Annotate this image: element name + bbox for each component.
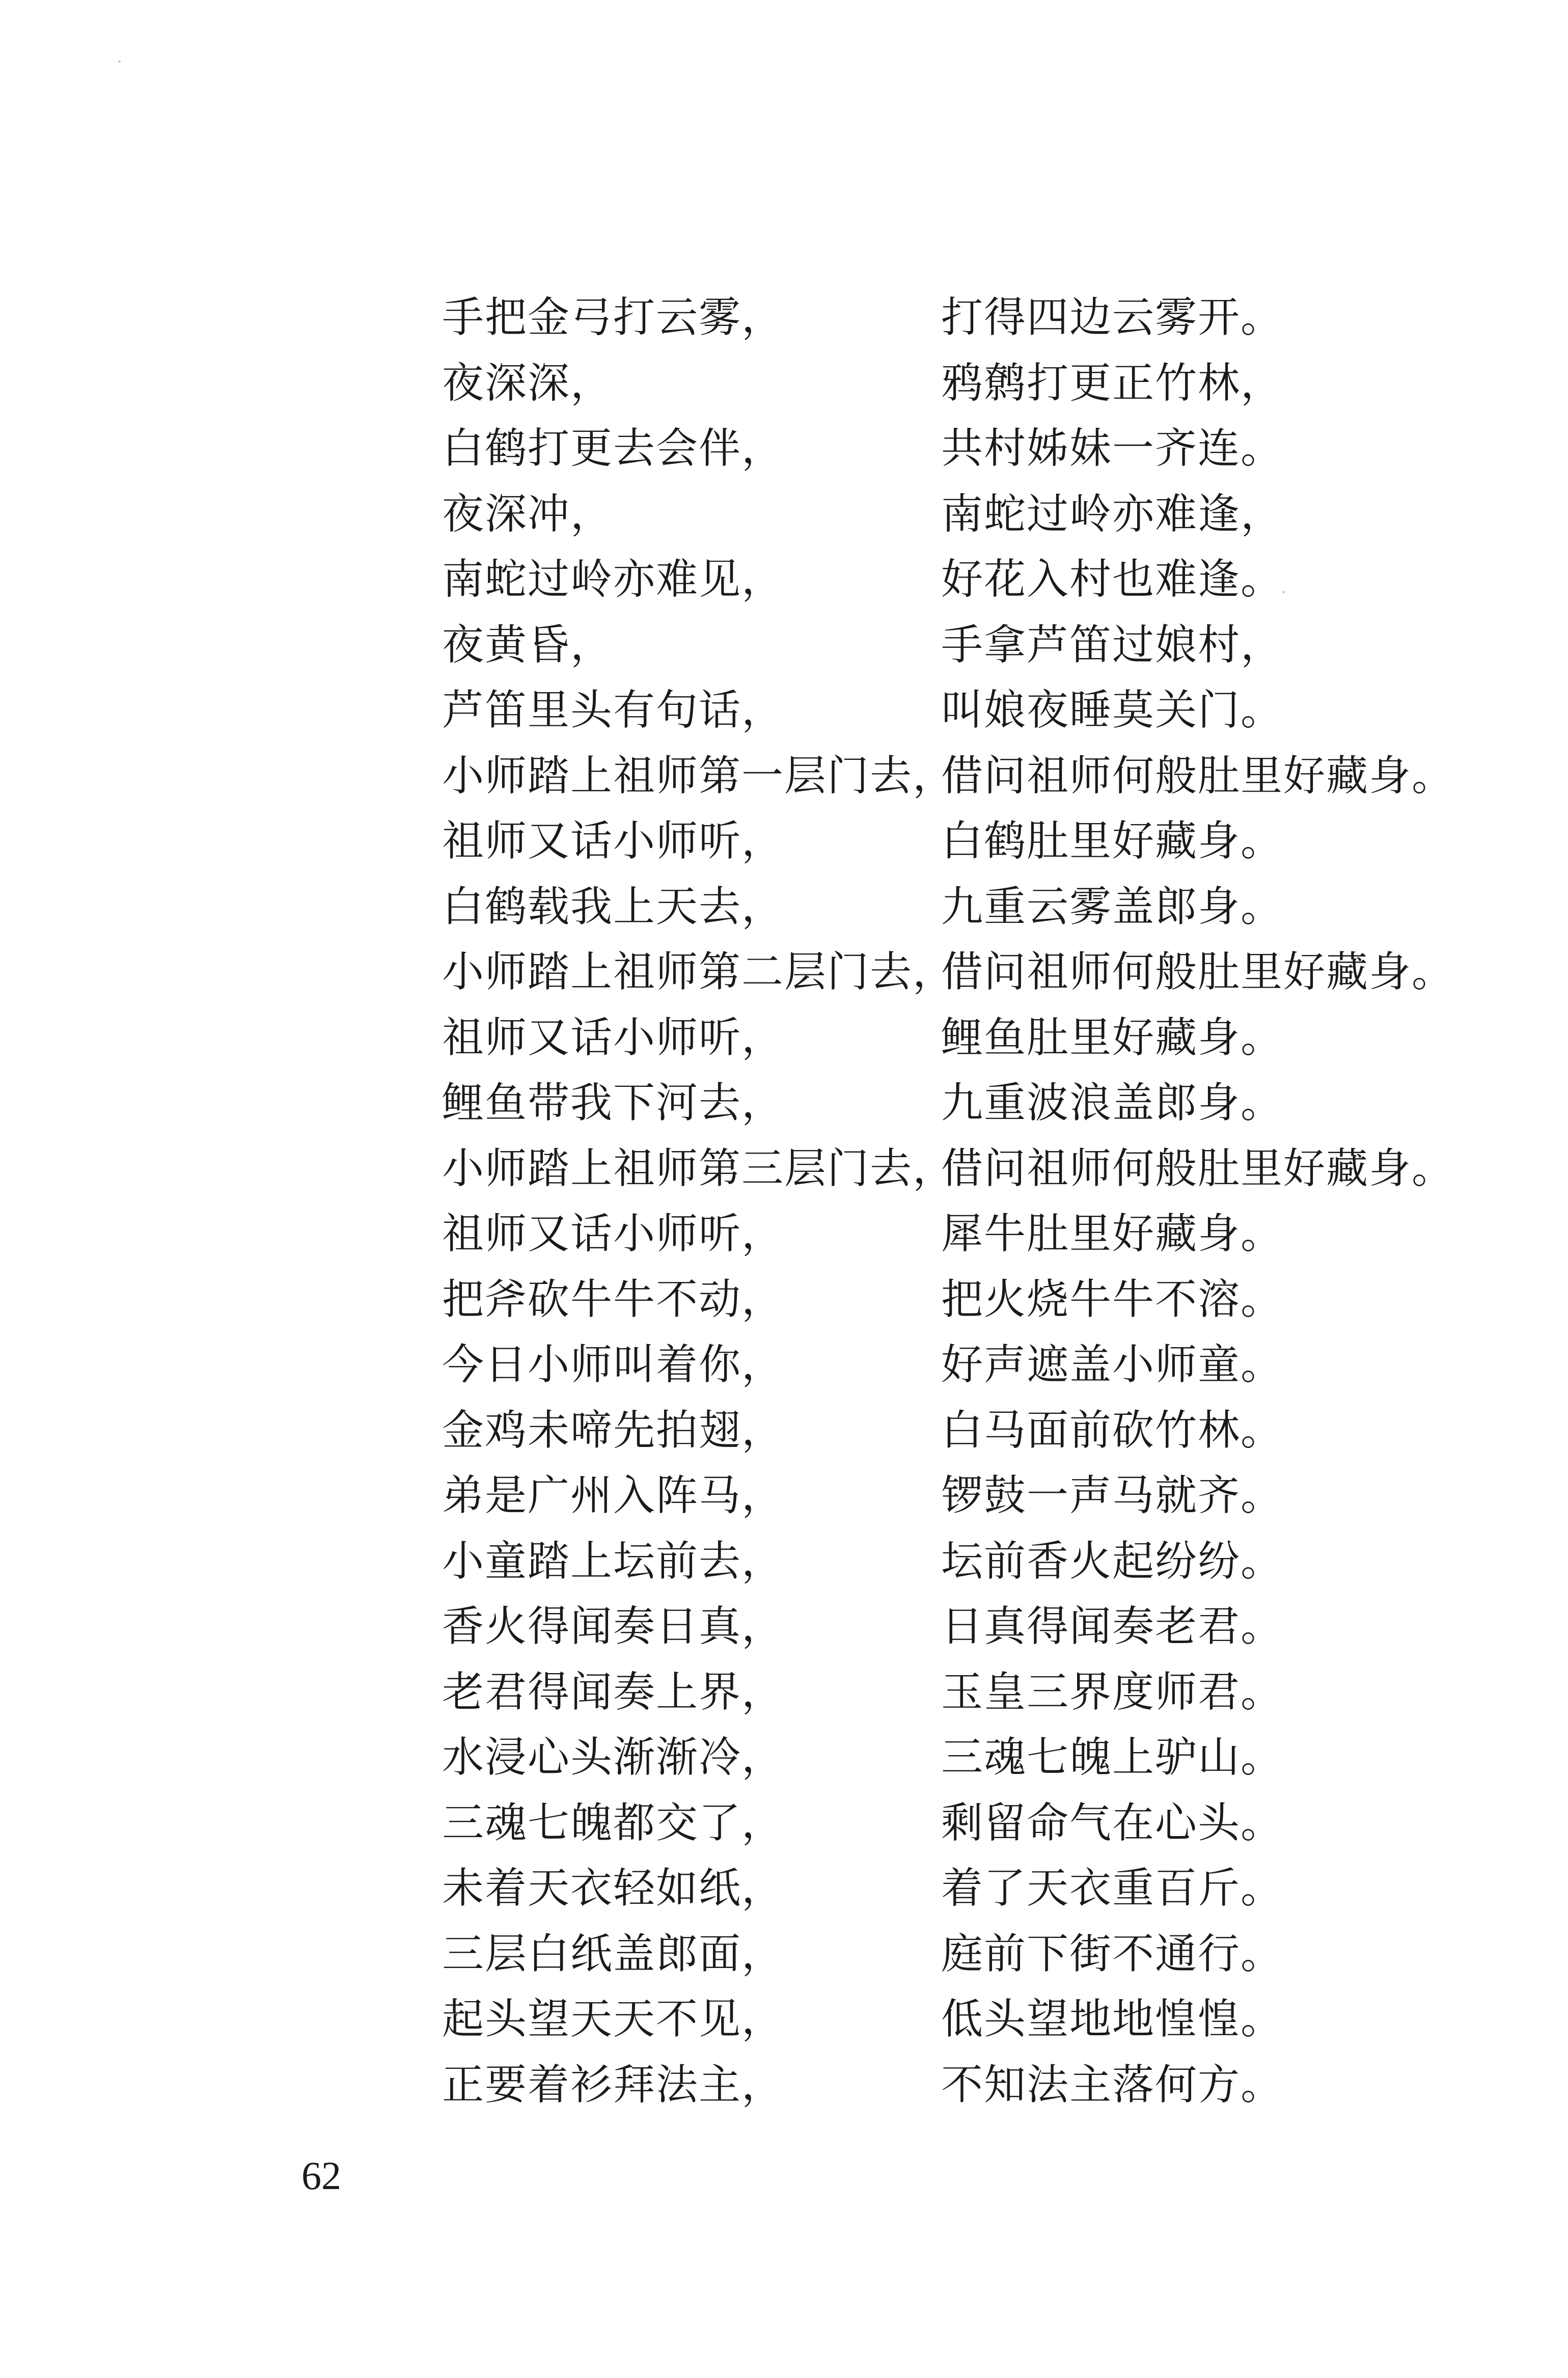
verse-line: [442, 547, 1517, 613]
verse-right: 低头望地地惶惶。: [941, 1995, 1284, 2043]
verse-left: 手把金弓打云雾，: [442, 293, 785, 342]
verse-right: 借问祖师何般肚里好藏身。: [941, 1144, 1455, 1193]
verse-line: [442, 1529, 1517, 1595]
verse-line: [442, 1463, 1517, 1529]
verse-right: 锣鼓一声马就齐。: [941, 1471, 1284, 1520]
verse-right: 叫娘夜睡莫关门。: [941, 686, 1284, 734]
verse-right: 三魂七魄上驴山。: [941, 1733, 1284, 1782]
verse-right: 犀牛肚里好藏身。: [941, 1210, 1284, 1258]
verse-left: 祖师又话小师听，: [442, 1210, 785, 1258]
verse-line: [442, 1725, 1517, 1791]
verse-left: 鲤鱼带我下河去，: [442, 1079, 785, 1127]
verse-left: 金鸡未啼先拍翅，: [442, 1406, 785, 1455]
verse-left: 三魂七魄都交了，: [442, 1798, 785, 1847]
verse-left: 祖师又话小师听，: [442, 1013, 785, 1062]
verse-line: [442, 1332, 1517, 1398]
verse-right: 坛前香火起纷纷。: [941, 1537, 1284, 1586]
verse-left: 今日小师叫着你，: [442, 1341, 785, 1389]
verse-left: 小师踏上祖师第三层门去，: [442, 1144, 956, 1193]
verse-left: 香火得闻奏日真，: [442, 1602, 785, 1651]
verse-left: 小师踏上祖师第一层门去，: [442, 751, 956, 800]
verse-right: 借问祖师何般肚里好藏身。: [941, 751, 1455, 800]
verse-right: 好花入村也难逢。: [941, 555, 1284, 604]
verse-line: [442, 874, 1517, 940]
verse-left: 起头望天天不见，: [442, 1995, 785, 2043]
verse-line: [442, 809, 1517, 874]
verse-left: 夜黄昏，: [442, 620, 614, 669]
verse-line: [442, 1856, 1517, 1922]
verse-right: 不知法主落何方。: [941, 2060, 1284, 2109]
verse-left: 三层白纸盖郎面，: [442, 1929, 785, 1978]
verse-line: [442, 2053, 1517, 2118]
verse-right: 九重云雾盖郎身。: [941, 882, 1284, 931]
verse-line: [442, 351, 1517, 417]
verse-line: [442, 1660, 1517, 1726]
verse-left: 芦笛里头有句话，: [442, 686, 785, 734]
verse-line: [442, 1201, 1517, 1267]
verse-left: 正要着衫拜法主，: [442, 2060, 785, 2109]
verse-left: 白鹤载我上天去，: [442, 882, 785, 931]
verse-right: 好声遮盖小师童。: [941, 1341, 1284, 1389]
verse-left: 把斧砍牛牛不动，: [442, 1275, 785, 1324]
verse-line: [442, 1005, 1517, 1071]
verse-left: 夜深深，: [442, 359, 614, 407]
verse-right: 借问祖师何般肚里好藏身。: [941, 948, 1455, 996]
verse-left: 弟是广州入阵马，: [442, 1471, 785, 1520]
verse-left: 小师踏上祖师第二层门去，: [442, 948, 956, 996]
verse-line: [442, 285, 1517, 351]
verse-right: 九重波浪盖郎身。: [941, 1079, 1284, 1127]
verse-line: [442, 1791, 1517, 1856]
verse-line: [442, 1987, 1517, 2053]
verse-right: 白鹤肚里好藏身。: [941, 817, 1284, 865]
verse-line: [442, 1267, 1517, 1333]
verse-right: 打得四边云雾开。: [941, 293, 1284, 342]
verse-line: [442, 1136, 1517, 1202]
verse-line: [442, 678, 1517, 744]
verse-line: [442, 940, 1517, 1005]
scan-speck: [118, 60, 121, 63]
verse-left: 南蛇过岭亦难见，: [442, 555, 785, 604]
verse-line: [442, 1071, 1517, 1136]
verse-line: [442, 744, 1517, 809]
verse-line: [442, 613, 1517, 678]
verse-left: 小童踏上坛前去，: [442, 1537, 785, 1586]
verse-right: 共村姊妹一齐连。: [941, 424, 1284, 473]
verse-right: 鸦鹩打更正竹林，: [941, 359, 1284, 407]
verse-left: 夜深冲，: [442, 489, 614, 538]
verse-left: 老君得闻奏上界，: [442, 1668, 785, 1716]
verse-line: [442, 1594, 1517, 1660]
verse-right: 南蛇过岭亦难逢，: [941, 489, 1284, 538]
page-number: 62: [301, 2153, 341, 2198]
verse-right: 剩留命气在心头。: [941, 1798, 1284, 1847]
verse-right: 玉皇三界度师君。: [941, 1668, 1284, 1716]
verse-body: [442, 285, 1517, 2118]
verse-right: 鲤鱼肚里好藏身。: [941, 1013, 1284, 1062]
verse-right: 着了天衣重百斤。: [941, 1864, 1284, 1912]
verse-left: 未着天衣轻如纸，: [442, 1864, 785, 1912]
verse-right: 手拿芦笛过娘村，: [941, 620, 1284, 669]
verse-right: 把火烧牛牛不溶。: [941, 1275, 1284, 1324]
verse-line: [442, 482, 1517, 548]
verse-line: [442, 1398, 1517, 1464]
verse-right: 白马面前砍竹林。: [941, 1406, 1284, 1455]
verse-left: 祖师又话小师听，: [442, 817, 785, 865]
verse-right: 庭前下街不通行。: [941, 1929, 1284, 1978]
verse-line: [442, 1922, 1517, 1987]
verse-right: 日真得闻奏老君。: [941, 1602, 1284, 1651]
verse-left: 水浸心头渐渐冷，: [442, 1733, 785, 1782]
verse-left: 白鹤打更去会伴，: [442, 424, 785, 473]
verse-line: [442, 416, 1517, 482]
